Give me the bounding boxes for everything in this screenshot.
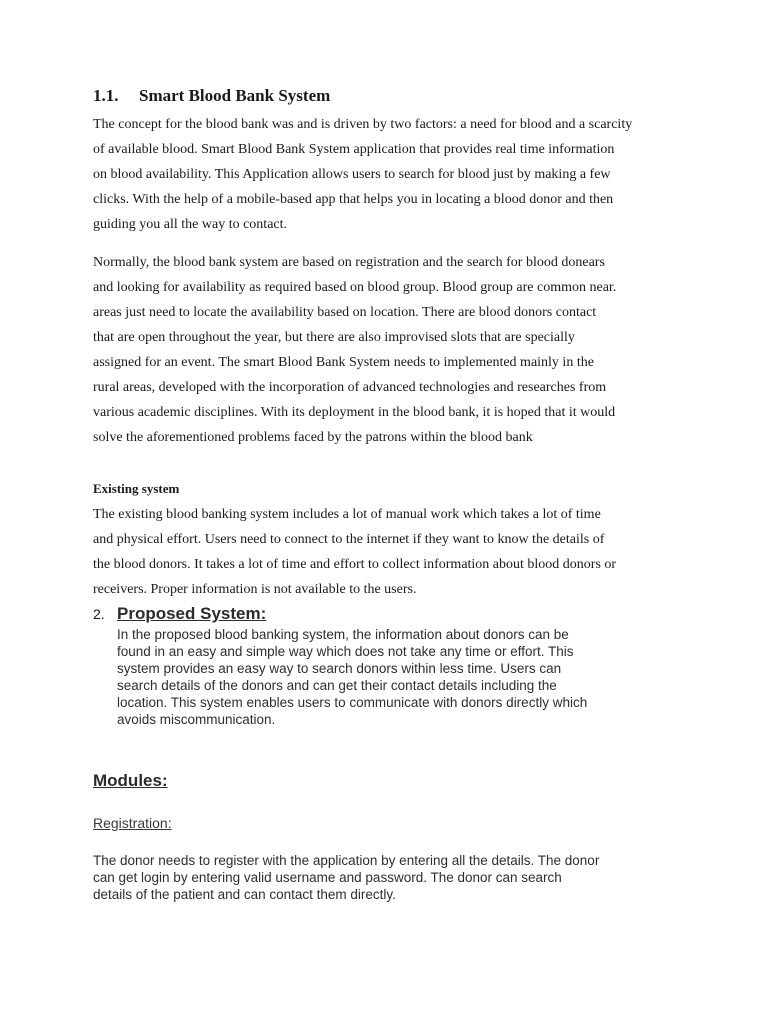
text-line: guiding you all the way to contact. bbox=[93, 217, 288, 232]
existing-system-heading: Existing system bbox=[93, 481, 180, 496]
modules-heading: Modules: bbox=[93, 771, 168, 790]
text-line: solve the aforementioned problems faced by the patrons within the blood bank bbox=[93, 430, 533, 445]
text-line: receivers. Proper information is not available to the users. bbox=[93, 582, 417, 597]
existing-system-paragraph bbox=[93, 502, 693, 602]
text-line: details of the patient and can contact them directly. bbox=[93, 887, 396, 902]
text-line: The existing blood banking system includes a lot of manual work which takes a lot of time bbox=[93, 507, 601, 522]
text-line: and physical effort. Users need to connect to the internet if they want to know the details of bbox=[93, 532, 605, 547]
text-line: In the proposed blood banking system, the information about donors can be bbox=[117, 627, 569, 642]
text-line: The concept for the blood bank was and is driven by two factors: a need for blood and a scarcity bbox=[93, 117, 633, 132]
text-line: system provides an easy way to search donors within less time. Users can bbox=[117, 661, 562, 676]
text-line: avoids miscommunication. bbox=[117, 712, 276, 727]
text-line: areas just need to locate the availability based on location. There are blood donors contact bbox=[93, 305, 597, 320]
text-line: various academic disciplines. With its deployment in the blood bank, it is hoped that it would bbox=[93, 405, 616, 420]
section-number: 1.1. bbox=[93, 86, 119, 105]
proposed-system-paragraph bbox=[117, 626, 587, 728]
text-line: the blood donors. It takes a lot of time and effort to collect information about blood donors or bbox=[93, 557, 617, 572]
text-line: location. This system enables users to communicate with donors directly which bbox=[117, 695, 588, 710]
text-line: search details of the donors and can get their contact details including the bbox=[117, 678, 557, 693]
text-line: and looking for availability as required based on blood group. Blood group are common near. bbox=[93, 280, 617, 295]
intro-paragraph bbox=[93, 112, 693, 237]
text-line: assigned for an event. The smart Blood Bank System needs to implemented mainly in the bbox=[93, 355, 594, 370]
text-line: that are open throughout the year, but there are also improvised slots that are specially bbox=[93, 330, 575, 345]
list-number: 2. bbox=[93, 606, 105, 622]
section-title: Smart Blood Bank System bbox=[139, 86, 331, 105]
text-line: found in an easy and simple way which does not take any time or effort. This bbox=[117, 644, 574, 659]
text-line: can get login by entering valid username and password. The donor can search bbox=[93, 870, 562, 885]
text-line: Normally, the blood bank system are based on registration and the search for blood donears bbox=[93, 255, 605, 270]
background-paragraph bbox=[93, 250, 693, 450]
registration-heading: Registration: bbox=[93, 815, 172, 831]
proposed-system-title: Proposed System: bbox=[117, 604, 267, 623]
text-line: of available blood. Smart Blood Bank System application that provides real time information bbox=[93, 142, 615, 157]
text-line: clicks. With the help of a mobile-based app that helps you in locating a blood donor and then bbox=[93, 192, 614, 207]
text-line: The donor needs to register with the application by entering all the details. The donor bbox=[93, 853, 600, 868]
proposed-system-heading bbox=[93, 604, 266, 624]
text-line: rural areas, developed with the incorporation of advanced technologies and researches from bbox=[93, 380, 607, 395]
text-line: on blood availability. This Application allows users to search for blood just by making a few bbox=[93, 167, 611, 182]
section-heading-smart-blood-bank bbox=[93, 86, 330, 106]
registration-paragraph bbox=[93, 852, 599, 903]
